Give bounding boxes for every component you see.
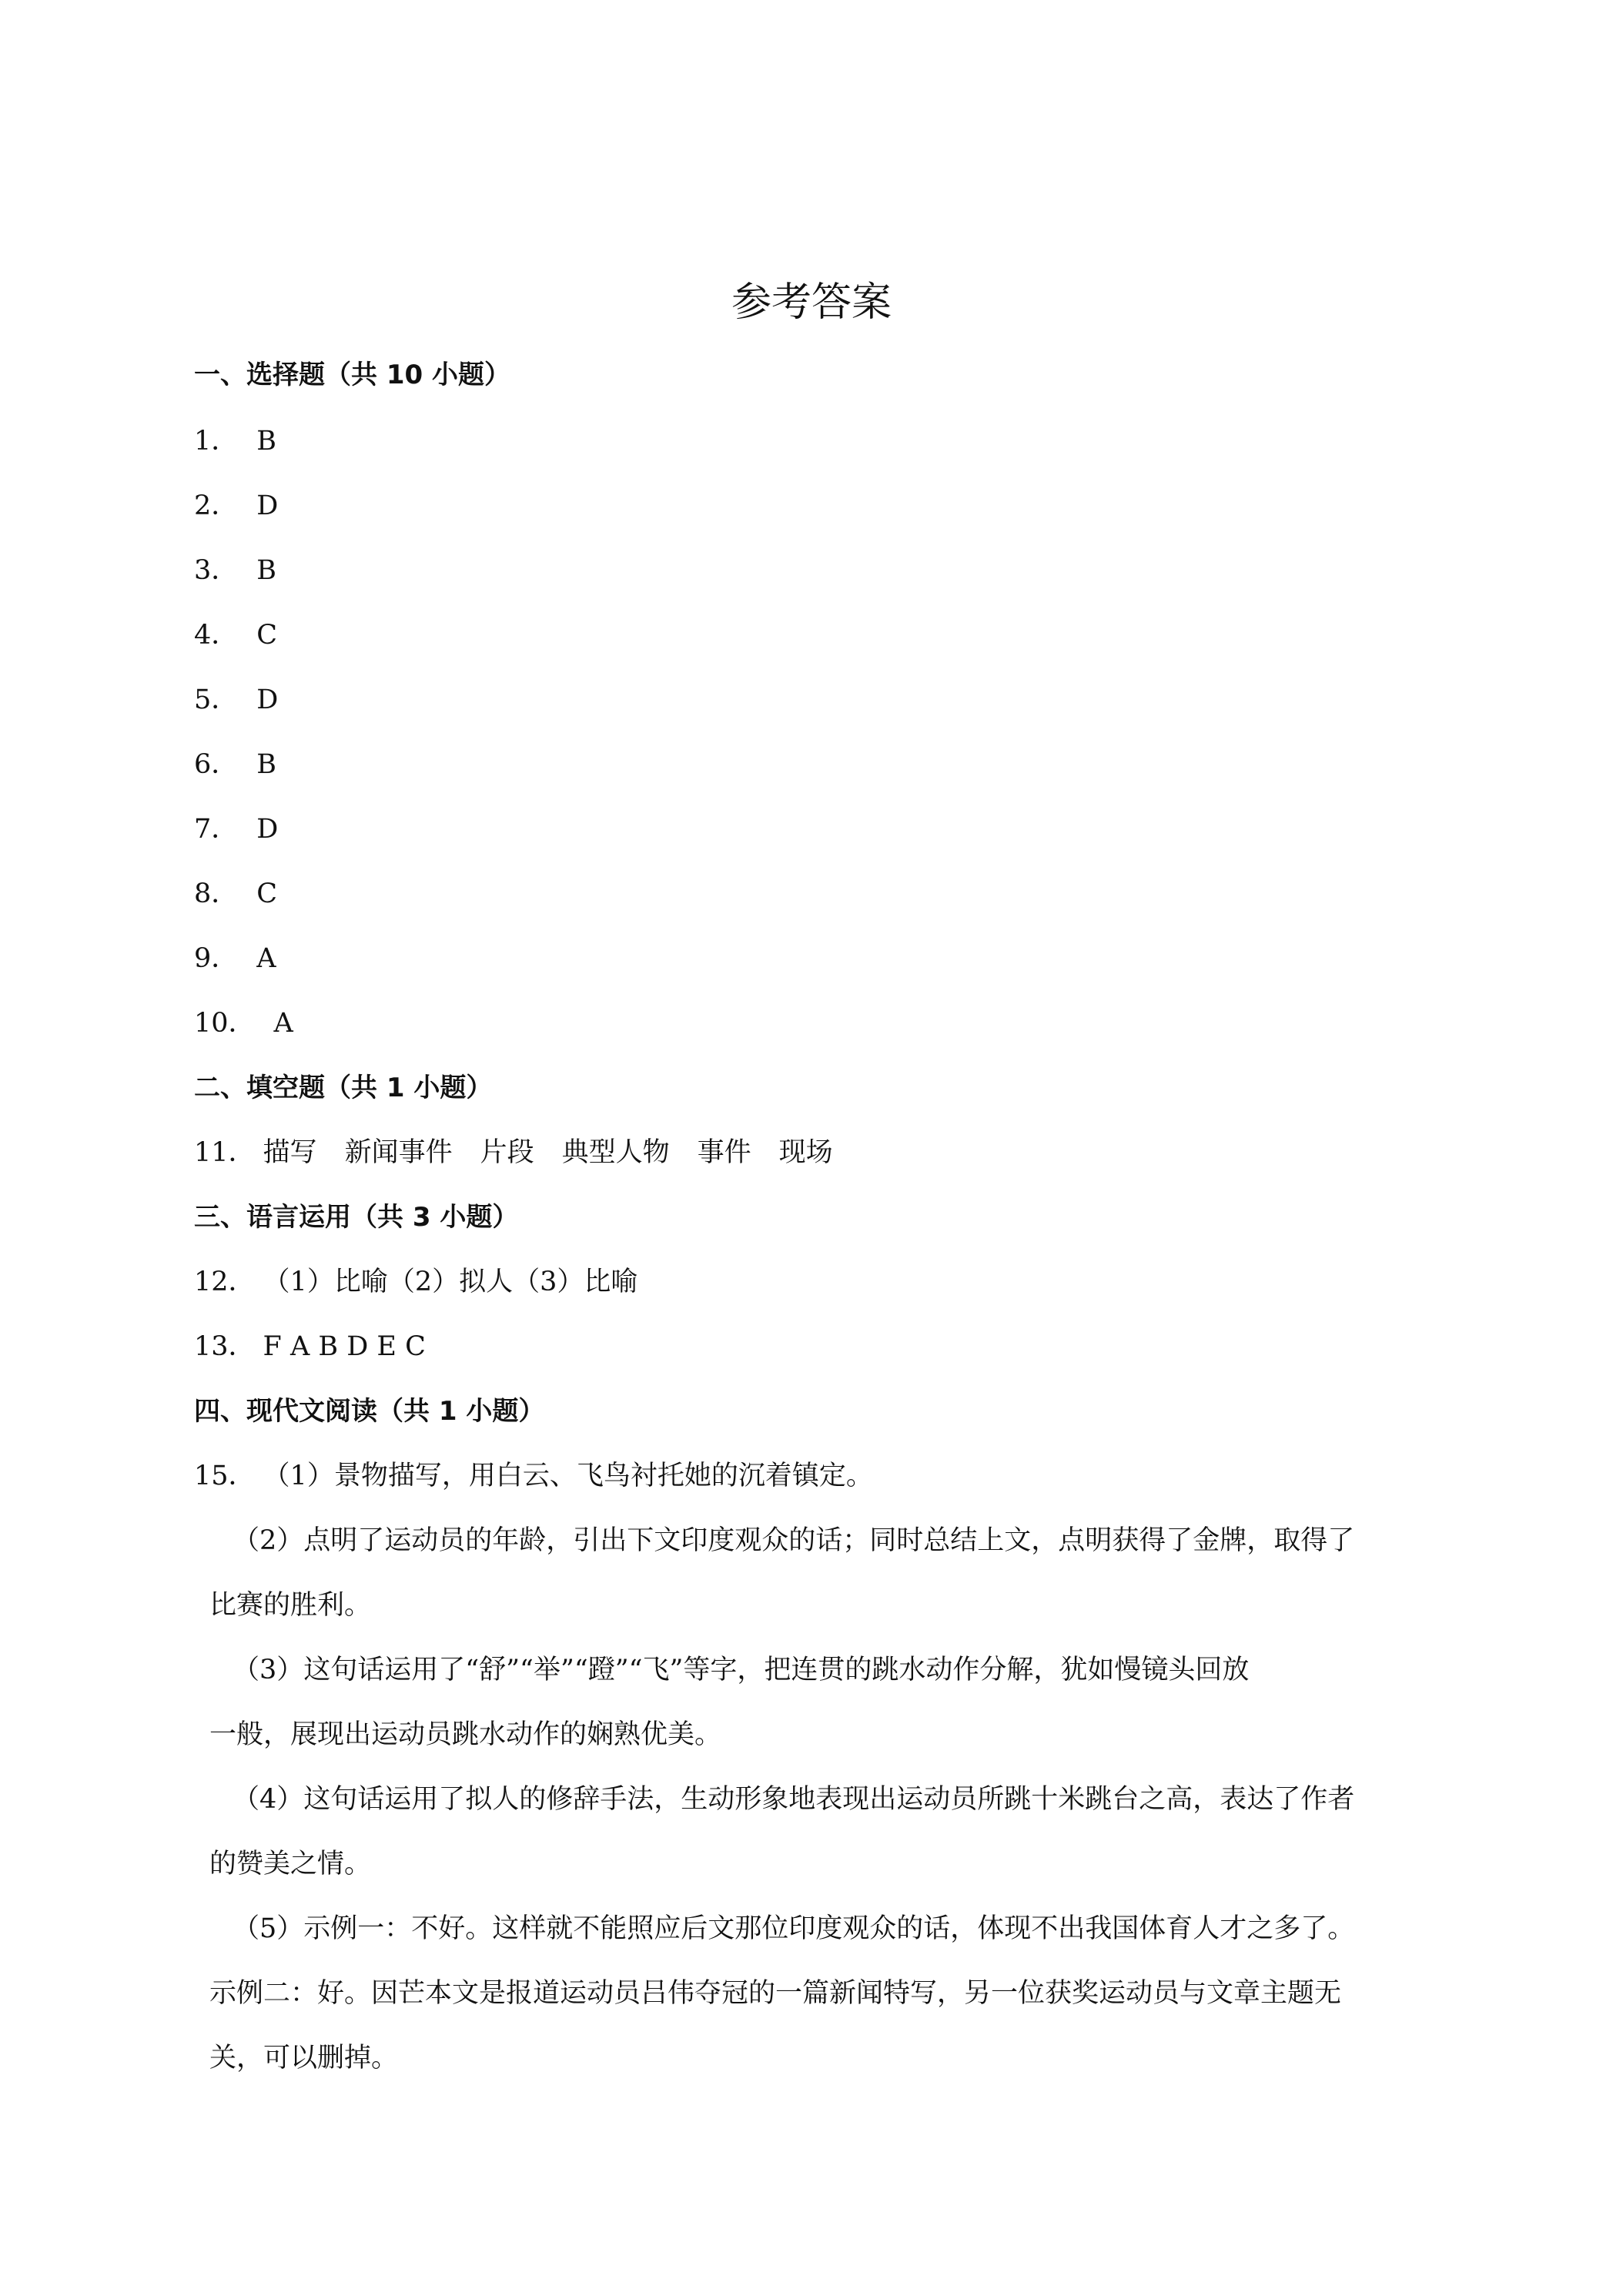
answer-paragraph-line: 的赞美之情。	[209, 1849, 372, 1879]
answer-item	[194, 487, 278, 525]
answer-value: D	[256, 814, 279, 845]
answer-value: B	[256, 555, 277, 586]
fill-answer: 事件	[697, 1137, 751, 1168]
answer-item	[194, 875, 277, 913]
section-heading-fill: 二、填空题（共 1 小题）	[194, 1073, 493, 1103]
answer-value: （1）景物描写，用白云、飞鸟衬托她的沉着镇定。	[263, 1461, 873, 1491]
answer-item	[194, 939, 276, 978]
answer-paragraph-line: （4）这句话运用了拟人的修辞手法，生动形象地表现出运动员所跳十米跳台之高，表达了作者	[233, 1784, 1355, 1815]
question-number: 6．	[194, 749, 239, 780]
question-number: 11．	[194, 1137, 256, 1168]
question-number: 1．	[194, 426, 239, 457]
answer-value: F A B D E C	[263, 1331, 426, 1362]
answer-item	[194, 551, 276, 590]
answer-value: B	[256, 426, 277, 457]
answer-item	[194, 1327, 426, 1366]
answer-paragraph-line: 比赛的胜利。	[209, 1590, 372, 1621]
question-number: 12．	[194, 1267, 256, 1297]
answer-paragraph-line: 关，可以删掉。	[209, 2043, 399, 2073]
answer-item	[194, 1457, 873, 1495]
answer-value: A	[256, 943, 276, 974]
answer-paragraph-line: 示例二：好。因芒本文是报道运动员吕伟夺冠的一篇新闻特写，另一位获奖运动员与文章主题无	[209, 1978, 1342, 2009]
section-heading-reading: 四、现代文阅读（共 1 小题）	[194, 1396, 545, 1427]
answer-value: B	[256, 749, 277, 780]
answer-item	[194, 681, 278, 719]
answer-paragraph-line: 一般，展现出运动员跳水动作的娴熟优美。	[209, 1719, 722, 1750]
fill-answer: 现场	[778, 1137, 833, 1168]
section-heading-choice: 一、选择题（共 10 小题）	[194, 360, 510, 390]
answer-value: D	[256, 684, 279, 715]
question-number: 5．	[194, 684, 239, 715]
answer-paragraph-line: （3）这句话运用了“舒”“举”“蹬”“飞”等字，把连贯的跳水动作分解，犹如慢镜头回放	[233, 1655, 1250, 1685]
question-number: 15．	[194, 1461, 256, 1491]
answer-item	[194, 745, 276, 784]
answer-item	[194, 810, 278, 848]
answer-item	[194, 616, 277, 654]
section-heading-language: 三、语言运用（共 3 小题）	[194, 1202, 519, 1233]
question-number: 13．	[194, 1331, 256, 1362]
answer-value	[263, 1133, 861, 1172]
fill-answer: 典型人物	[561, 1137, 670, 1168]
question-number: 7．	[194, 814, 239, 845]
fill-answer: 描写	[263, 1137, 317, 1168]
answer-value: D	[256, 490, 279, 521]
question-number: 4．	[194, 620, 239, 651]
answer-value: C	[256, 879, 278, 909]
question-number: 2．	[194, 490, 239, 521]
page-title: 参考答案	[731, 279, 892, 326]
answer-item	[194, 1263, 637, 1301]
answer-value: （1）比喻（2）拟人（3）比喻	[263, 1267, 638, 1297]
fill-answer: 片段	[480, 1137, 534, 1168]
answer-item	[194, 1004, 293, 1043]
answer-paragraph-line: （5）示例一：不好。这样就不能照应后文那位印度观众的话，体现不出我国体育人才之多了。	[233, 1913, 1355, 1944]
answer-paragraph-line: （2）点明了运动员的年龄，引出下文印度观众的话；同时总结上文，点明获得了金牌，取得了	[233, 1525, 1355, 1556]
question-number: 8．	[194, 879, 239, 909]
answer-item	[194, 1133, 861, 1172]
answer-value: C	[256, 620, 278, 651]
question-number: 3．	[194, 555, 239, 586]
answer-item	[194, 422, 276, 460]
fill-answer: 新闻事件	[344, 1137, 453, 1168]
question-number: 9．	[194, 943, 239, 974]
answer-value: A	[273, 1008, 293, 1039]
question-number: 10．	[194, 1008, 256, 1039]
